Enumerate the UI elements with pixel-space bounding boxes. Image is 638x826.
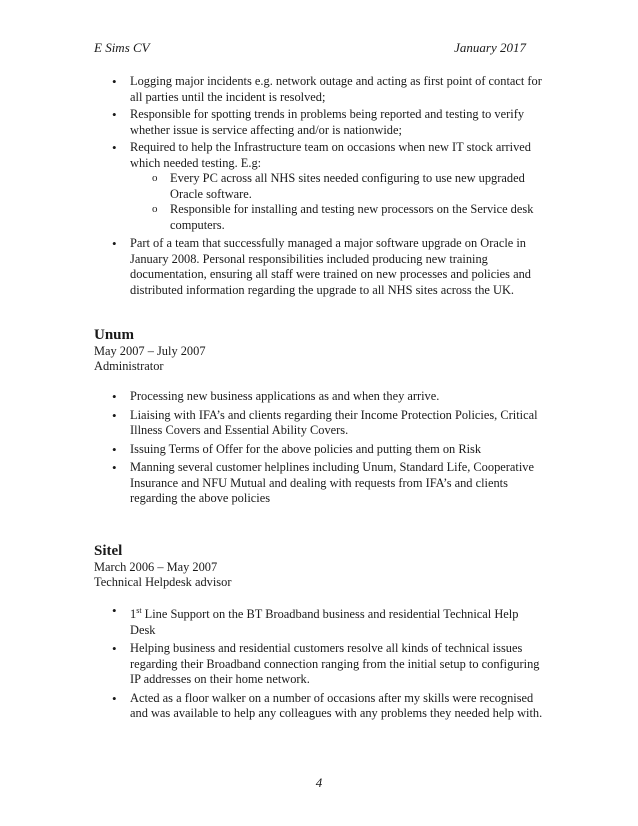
sub-list-item: o Every PC across all NHS sites needed configuring to use new upgraded Oracle software. <box>94 171 544 202</box>
list-item: • Part of a team that successfully managed a major software upgrade on Oracle in January 2008. Personal responsibilities included producing new training documentation, ensuring all staff were trained on new processes and policies and distributed information regarding the upgrade to all NHS sites across the UK. <box>94 236 544 298</box>
job-role: Technical Helpdesk advisor <box>94 575 232 589</box>
section-title: Sitel <box>94 543 123 559</box>
list-item: • Liaising with IFA’s and clients regarding their Income Protection Policies, Critical Illness Covers and Essential Ability Covers. <box>94 408 544 439</box>
list-item: • Processing new business applications as and when they arrive. <box>94 389 544 405</box>
sub-list-item: o Responsible for installing and testing new processors on the Service desk computers. <box>94 202 544 233</box>
sitel-section <box>94 543 544 590</box>
header-date: January 2017 <box>454 40 526 55</box>
list-item: • 1st Line Support on the BT Broadband business and residential Technical Help Desk <box>94 603 544 638</box>
list-item: • Helping business and residential customers resolve all kinds of technical issues regarding their Broadband connection ranging from the initial setup to configuring IP addresses on their home network. <box>94 641 544 688</box>
list-item: • Required to help the Infrastructure team on occasions when new IT stock arrived which needed testing. E.g: <box>94 140 544 171</box>
employment-dates: March 2006 – May 2007 <box>94 560 218 574</box>
section-title: Unum <box>94 327 135 343</box>
unum-section <box>94 327 544 374</box>
list-item: • Logging major incidents e.g. network outage and acting as first point of contact for all parties until the incident is resolved; <box>94 74 544 105</box>
sitel-duties <box>94 603 544 722</box>
list-item: • Manning several customer helplines including Unum, Standard Life, Cooperative Insurance and NFU Mutual and dealing with requests from IFA’s and clients regarding the above policies <box>94 460 544 507</box>
header-name: E Sims CV <box>94 40 150 55</box>
job-role: Administrator <box>94 359 164 373</box>
page-header <box>94 40 526 56</box>
page-number: 4 <box>315 775 323 790</box>
unum-duties <box>94 389 544 507</box>
list-item: • Issuing Terms of Offer for the above policies and putting them on Risk <box>94 442 544 458</box>
list-item: • Acted as a floor walker on a number of occasions after my skills were recognised and was available to help any colleagues with any problems they needed help with. <box>94 691 544 722</box>
previous-job-section <box>94 74 544 298</box>
list-item: • Responsible for spotting trends in problems being reported and testing to verify whether issue is service affecting and/or is nationwide; <box>94 107 544 138</box>
employment-dates: May 2007 – July 2007 <box>94 344 206 358</box>
